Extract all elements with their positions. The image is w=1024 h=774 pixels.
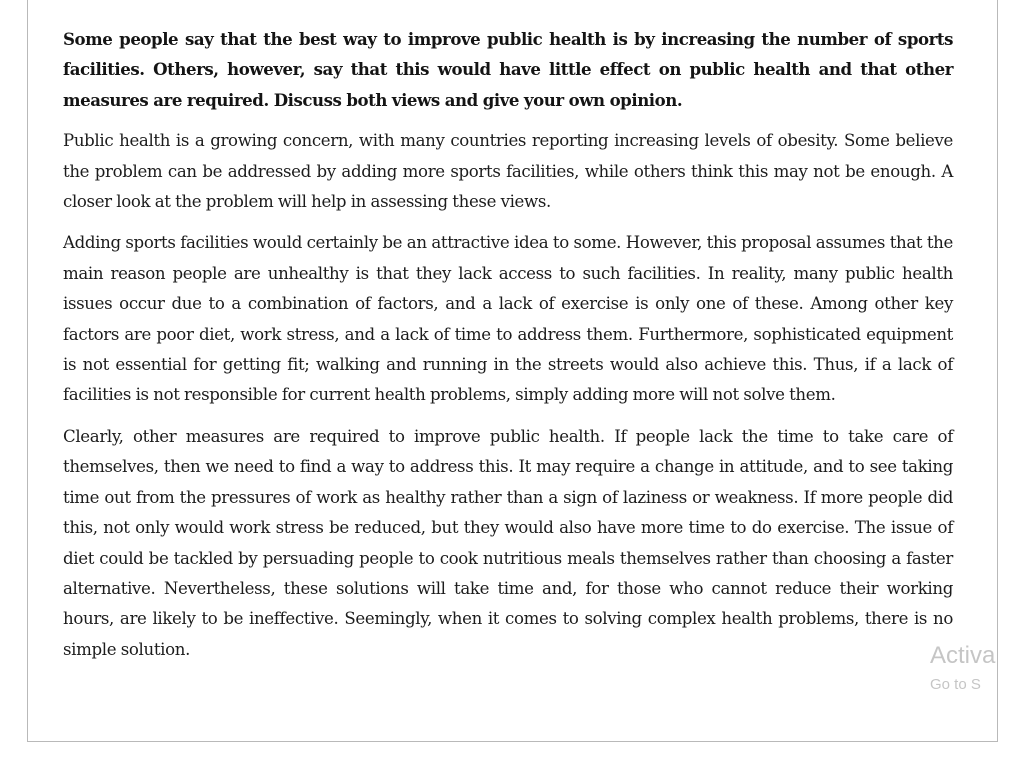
activation-watermark-title: Activa (930, 642, 996, 669)
essay-paragraph-body-2: Clearly, other measures are required to improve public health. If people lack the time to take care of themselves, then we need to find a way to address this. It may require a change in attitude, and to see taking time out from the pressures of work as healthy rather than a sign of laziness or weakness. If more people did this, not only would work stress be reduced, but they would also have more time to do exercise. The issue of diet could be tackled by persuading people to cook nutritious meals themselves rather than choosing a faster alternative. Nevertheless, these solutions will take time and, for those who cannot reduce their working hours, are likely to be ineffective. Seemingly, when it comes to solving complex health problems, there is no simple solution. (63, 426, 953, 659)
document-page (27, 0, 998, 742)
essay-paragraph-introduction: Public health is a growing concern, with many countries reporting increasing levels of obesity. Some believe the problem can be addressed by adding more sports facilities, while others think this may not be enough. A closer look at the problem will help in assessing these views. (63, 131, 953, 212)
activation-watermark-subtitle: Go to S (930, 676, 981, 693)
essay-paragraph-body-1: Adding sports facilities would certainly be an attractive idea to some. However, this proposal assumes that the main reason people are unhealthy is that they lack access to such facilities. In reality, many public health issues occur due to a combination of factors, and a lack of exercise is only one of these. Among other key factors are poor diet, work stress, and a lack of time to address them. Furthermore, sophisticated equipment is not essential for getting fit; walking and running in the streets would also achieve this. Thus, if a lack of facilities is not responsible for current health problems, simply adding more will not solve them. (63, 233, 953, 405)
essay-question: Some people say that the best way to improve public health is by increasing the number of sports facilities. Others, however, say that this would have little effect on public health and that other measures are required. Discuss both views and give your own opinion. (63, 29, 953, 110)
